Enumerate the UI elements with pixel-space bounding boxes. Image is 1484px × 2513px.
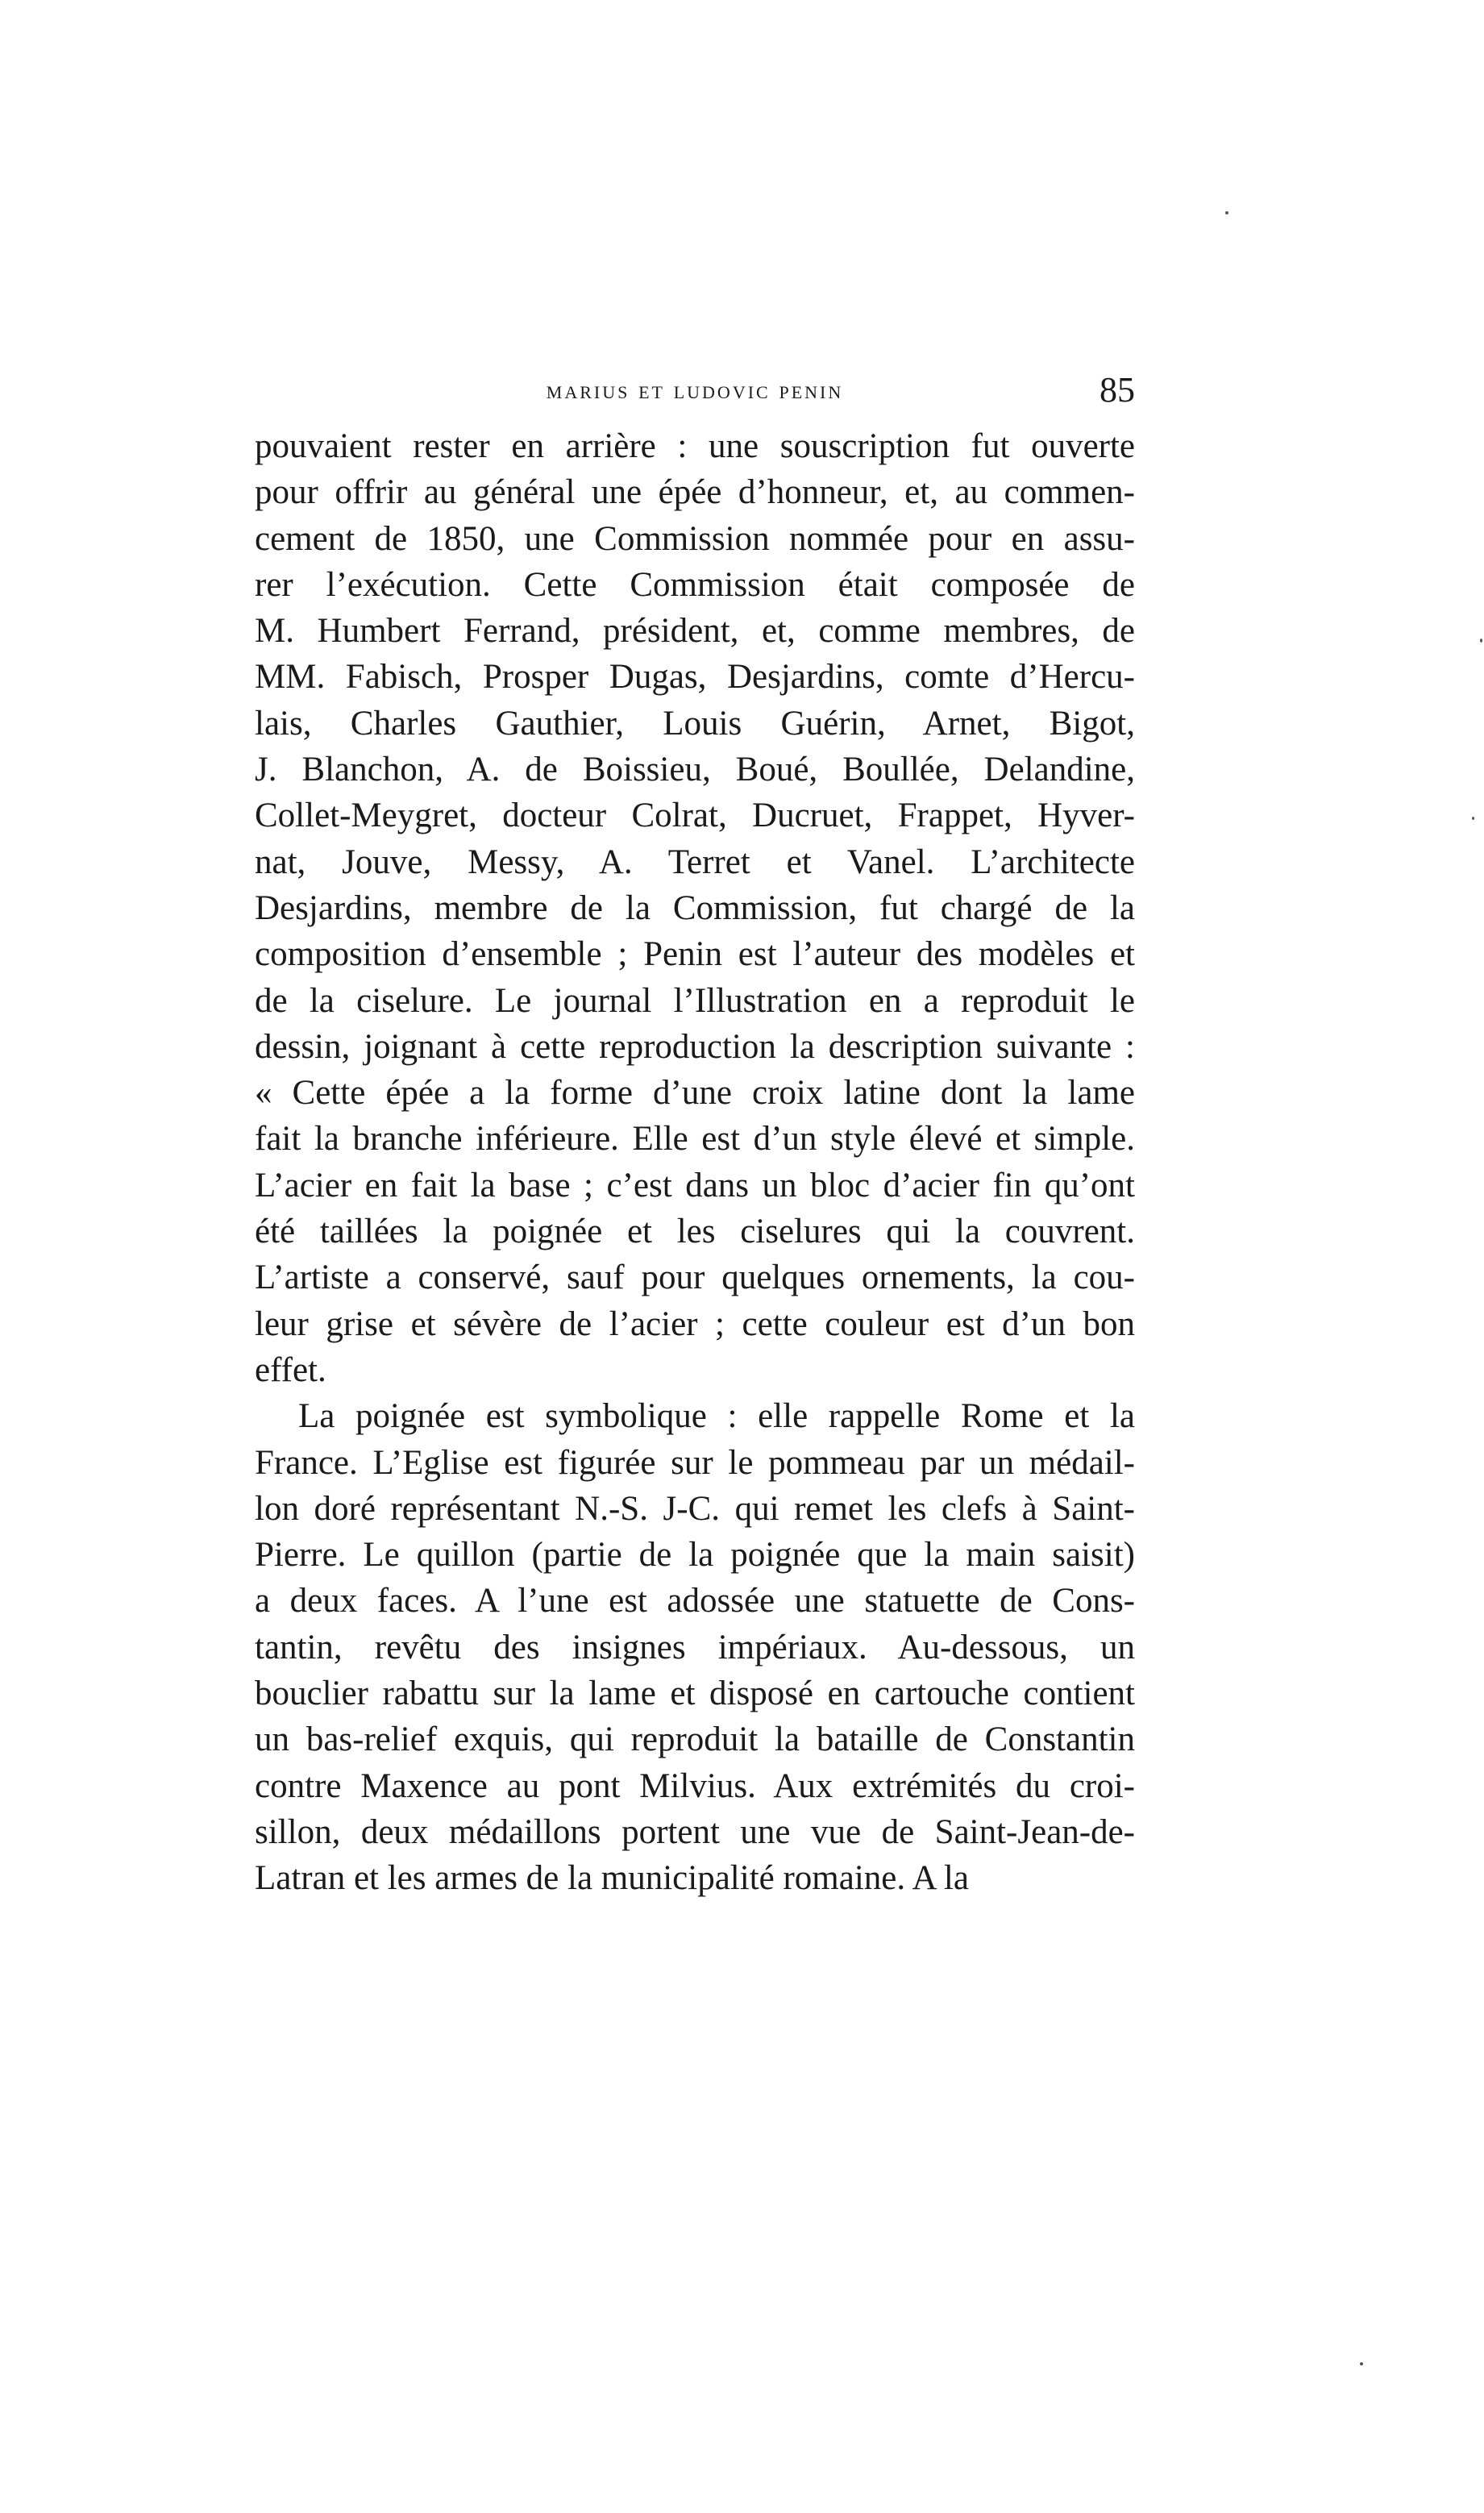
text-line: lais, Charles Gauthier, Louis Guérin, Arnet, Bigot,	[255, 704, 1135, 743]
text-line: nat, Jouve, Messy, A. Terret et Vanel. L’architecte	[255, 843, 1135, 881]
text-line: Pierre. Le quillon (partie de la poignée que la main saisit)	[255, 1536, 1135, 1575]
text-line: L’acier en fait la base ; c’est dans un bloc d’acier fin qu’ont	[255, 1166, 1135, 1204]
running-title: marius et ludovic penin	[546, 376, 844, 404]
text-line: J. Blanchon, A. de Boissieu, Boué, Boullée, Delandine,	[255, 751, 1135, 789]
text-line: France. L’Eglise est figurée sur le pommeau par un médail-	[255, 1443, 1135, 1482]
text-line: composition d’ensemble ; Penin est l’auteur des modèles et	[255, 935, 1135, 974]
text-line: rer l’exécution. Cette Commission était composée de	[255, 565, 1135, 604]
page-number: 85	[1099, 370, 1135, 410]
text-line: dessin, joignant à cette reproduction la description suivante :	[255, 1027, 1135, 1066]
text-line: Latran et les armes de la municipalité romaine. A la	[255, 1859, 969, 1898]
text-line: tantin, revêtu des insignes impériaux. Au-dessous, un	[255, 1628, 1135, 1666]
text-line: pour offrir au général une épée d’honneur, et, au commen-	[255, 473, 1135, 512]
text-line: été taillées la poignée et les ciselures qui la couvrent.	[255, 1213, 1135, 1251]
text-line: Collet-Meygret, docteur Colrat, Ducruet, Frappet, Hyver-	[255, 797, 1135, 835]
text-line: a deux faces. A l’une est adossée une statuette de Cons-	[255, 1582, 1135, 1621]
text-line: contre Maxence au pont Milvius. Aux extrémités du croi-	[255, 1766, 1135, 1805]
text-line: pouvaient rester en arrière : une souscription fut ouverte	[255, 427, 1135, 465]
text-line: lon doré représentant N.-S. J-C. qui remet les clefs à Saint-	[255, 1489, 1135, 1528]
scan-speck	[1225, 211, 1228, 214]
text-line: La poignée est symbolique : elle rappelle Rome et la	[298, 1397, 1135, 1436]
text-line: « Cette épée a la forme d’une croix latine dont la lame	[255, 1074, 1135, 1113]
text-line: un bas-relief exquis, qui reproduit la bataille de Constantin	[255, 1720, 1135, 1759]
text-line: Desjardins, membre de la Commission, fut chargé de la	[255, 888, 1135, 927]
text-line: L’artiste a conservé, sauf pour quelques ornements, la cou-	[255, 1259, 1135, 1297]
text-line: MM. Fabisch, Prosper Dugas, Desjardins, comte d’Hercu-	[255, 658, 1135, 697]
text-line: de la ciselure. Le journal l’Illustration en a reproduit le	[255, 981, 1135, 1020]
text-line: leur grise et sévère de l’acier ; cette couleur est d’un bon	[255, 1304, 1135, 1343]
scan-speck	[1472, 817, 1474, 820]
scan-speck	[1360, 2362, 1363, 2365]
text-line: M. Humbert Ferrand, président, et, comme membres, de	[255, 612, 1135, 651]
text-line: effet.	[255, 1350, 326, 1389]
text-line: bouclier rabattu sur la lame et disposé en cartouche contient	[255, 1675, 1135, 1713]
scan-speck	[1480, 639, 1482, 643]
body-text	[255, 423, 1135, 1902]
running-head	[255, 369, 1135, 418]
text-line: fait la branche inférieure. Elle est d’un style élevé et simple.	[255, 1120, 1135, 1159]
text-line: sillon, deux médaillons portent une vue de Saint-Jean-de-	[255, 1812, 1135, 1851]
text-line: cement de 1850, une Commission nommée pour en assu-	[255, 519, 1135, 558]
